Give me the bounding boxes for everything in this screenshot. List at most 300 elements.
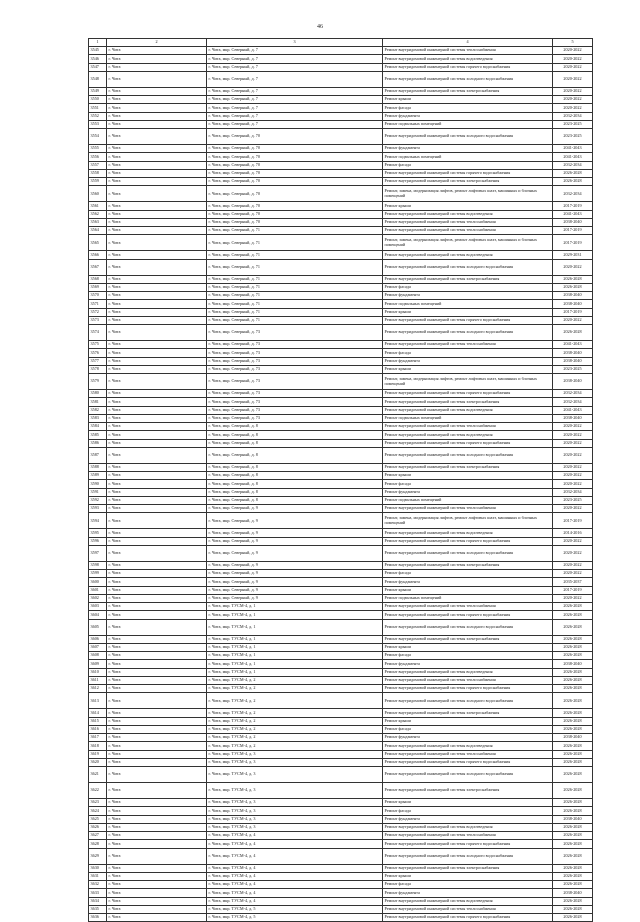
table-row [89, 594, 593, 602]
period-cell: 2026-2028 [553, 178, 593, 186]
table-row [89, 832, 593, 840]
period-cell: 2026-2028 [553, 897, 593, 905]
table-row [89, 300, 593, 308]
period-cell: 2041-2043 [553, 145, 593, 153]
row-number-cell: 3620 [89, 758, 107, 766]
work-type-cell: Ремонт подвальных помещений [383, 300, 553, 308]
period-cell: 2020-2022 [553, 480, 593, 488]
table-row [89, 660, 593, 668]
work-type-cell: Ремонт, замена, модернизация лифтов, ремонт лифтовых шахт, машинных и блочных помещений [383, 235, 553, 251]
work-type-cell: Ремонт внутридомовой инженерной системы водоотведения [383, 897, 553, 905]
period-cell: 2020-2022 [553, 472, 593, 480]
row-number-cell: 3635 [89, 905, 107, 913]
address-cell: г. Чита, мкр. Северный, д. 8 [207, 439, 383, 447]
municipality-cell: г. Чита [107, 529, 207, 537]
row-number-cell: 3624 [89, 807, 107, 815]
period-cell: 2032-2034 [553, 161, 593, 169]
municipality-cell: г. Чита [107, 848, 207, 864]
work-type-cell: Ремонт фундамента [383, 488, 553, 496]
work-type-cell: Ремонт фасада [383, 104, 553, 112]
table-row [89, 586, 593, 594]
row-number-cell: 3565 [89, 235, 107, 251]
work-type-cell: Ремонт фундамента [383, 734, 553, 742]
address-cell: г. Чита, мкр. Северный, д. 73 [207, 341, 383, 349]
municipality-cell: г. Чита [107, 341, 207, 349]
table-row [89, 153, 593, 161]
address-cell: г. Чита, мкр. Северный, д. 71 [207, 251, 383, 259]
table-row [89, 881, 593, 889]
table-row [89, 87, 593, 95]
address-cell: г. Чита, мкр. Северный, д. 9 [207, 513, 383, 529]
work-type-cell: Ремонт подвальных помещений [383, 496, 553, 504]
work-type-cell: Ремонт внутридомовой инженерной системы теплоснабжения [383, 423, 553, 431]
work-type-cell: Ремонт внутридомовой инженерной системы холодного водоснабжения [383, 129, 553, 145]
row-number-cell: 3547 [89, 63, 107, 71]
municipality-cell: г. Чита [107, 488, 207, 496]
work-type-cell: Ремонт крыши [383, 799, 553, 807]
period-cell: 2017-2019 [553, 227, 593, 235]
table-row [89, 496, 593, 504]
table-row [89, 734, 593, 742]
row-number-cell: 3612 [89, 685, 107, 693]
table-row [89, 807, 593, 815]
work-type-cell: Ремонт внутридомовой инженерной системы электроснабжения [383, 463, 553, 471]
period-cell: 2032-2034 [553, 398, 593, 406]
table-row [89, 635, 593, 643]
address-cell: г. Чита, мкр. Северный, д. 9 [207, 505, 383, 513]
period-cell: 2038-2040 [553, 218, 593, 226]
work-type-cell: Ремонт внутридомовой инженерной системы электроснабжения [383, 275, 553, 283]
row-number-cell: 3570 [89, 292, 107, 300]
table-row [89, 283, 593, 291]
municipality-cell: г. Чита [107, 578, 207, 586]
address-cell: г. Чита, мкр. Северный, д. 73 [207, 390, 383, 398]
work-type-cell: Ремонт фасада [383, 652, 553, 660]
table-row [89, 251, 593, 259]
address-cell: г. Чита, мкр. ТУСМ-4, д. 3 [207, 783, 383, 799]
municipality-cell: г. Чита [107, 365, 207, 373]
municipality-cell: г. Чита [107, 406, 207, 414]
column-header-number: 1 [89, 39, 107, 47]
municipality-cell: г. Чита [107, 112, 207, 120]
work-type-cell: Ремонт внутридомовой инженерной системы горячего водоснабжения [383, 316, 553, 324]
table-row [89, 545, 593, 561]
row-number-cell: 3576 [89, 349, 107, 357]
table-row [89, 398, 593, 406]
work-type-cell: Ремонт внутридомовой инженерной системы водоотведения [383, 55, 553, 63]
period-cell: 2041-2043 [553, 341, 593, 349]
period-cell: 2026-2028 [553, 807, 593, 815]
table-row [89, 840, 593, 848]
address-cell: г. Чита, мкр. ТУСМ-4, д. 2 [207, 676, 383, 684]
table-row [89, 864, 593, 872]
table-header-row [89, 39, 593, 47]
municipality-cell: г. Чита [107, 513, 207, 529]
table-row [89, 431, 593, 439]
row-number-cell: 3606 [89, 635, 107, 643]
work-type-cell: Ремонт внутридомовой инженерной системы теплоснабжения [383, 603, 553, 611]
municipality-cell: г. Чита [107, 823, 207, 831]
period-cell: 2020-2022 [553, 423, 593, 431]
work-type-cell: Ремонт фундамента [383, 815, 553, 823]
address-cell: г. Чита, мкр. ТУСМ-4, д. 3 [207, 807, 383, 815]
table-row [89, 178, 593, 186]
period-cell: 2026-2028 [553, 881, 593, 889]
municipality-cell: г. Чита [107, 643, 207, 651]
work-type-cell: Ремонт внутридомовой инженерной системы горячего водоснабжения [383, 840, 553, 848]
table-row [89, 561, 593, 569]
table-row [89, 758, 593, 766]
row-number-cell: 3625 [89, 815, 107, 823]
row-number-cell: 3596 [89, 537, 107, 545]
municipality-cell: г. Чита [107, 390, 207, 398]
address-cell: г. Чита, мкр. Северный, д. 70 [207, 210, 383, 218]
row-number-cell: 3618 [89, 742, 107, 750]
row-number-cell: 3599 [89, 570, 107, 578]
row-number-cell: 3549 [89, 87, 107, 95]
period-cell: 2026-2028 [553, 693, 593, 709]
address-cell: г. Чита, мкр. Северный, д. 71 [207, 275, 383, 283]
municipality-cell: г. Чита [107, 349, 207, 357]
period-cell: 2038-2040 [553, 357, 593, 365]
work-type-cell: Ремонт внутридомовой инженерной системы горячего водоснабжения [383, 390, 553, 398]
address-cell: г. Чита, мкр. ТУСМ-4, д. 2 [207, 742, 383, 750]
period-cell: 2038-2040 [553, 889, 593, 897]
period-cell: 2020-2022 [553, 87, 593, 95]
address-cell: г. Чита, мкр. Северный, д. 8 [207, 423, 383, 431]
table-row [89, 390, 593, 398]
column-header-municipality: 2 [107, 39, 207, 47]
row-number-cell: 3633 [89, 889, 107, 897]
row-number-cell: 3586 [89, 439, 107, 447]
work-type-cell: Ремонт подвальных помещений [383, 153, 553, 161]
row-number-cell: 3614 [89, 709, 107, 717]
work-type-cell: Ремонт фасада [383, 161, 553, 169]
period-cell: 2023-2025 [553, 365, 593, 373]
work-type-cell: Ремонт фасада [383, 283, 553, 291]
row-number-cell: 3546 [89, 55, 107, 63]
municipality-cell: г. Чита [107, 186, 207, 202]
municipality-cell: г. Чита [107, 251, 207, 259]
municipality-cell: г. Чита [107, 652, 207, 660]
period-cell: 2020-2022 [553, 96, 593, 104]
table-row [89, 186, 593, 202]
table-row [89, 325, 593, 341]
table-row [89, 104, 593, 112]
municipality-cell: г. Чита [107, 300, 207, 308]
row-number-cell: 3555 [89, 145, 107, 153]
municipality-cell: г. Чита [107, 145, 207, 153]
period-cell: 2020-2022 [553, 561, 593, 569]
table-row [89, 897, 593, 905]
address-cell: г. Чита, мкр. Северный, д. 8 [207, 447, 383, 463]
work-type-cell: Ремонт внутридомовой инженерной системы теплоснабжения [383, 227, 553, 235]
work-type-cell: Ремонт крыши [383, 96, 553, 104]
period-cell: 2038-2040 [553, 660, 593, 668]
row-number-cell: 3568 [89, 275, 107, 283]
row-number-cell: 3595 [89, 529, 107, 537]
municipality-cell: г. Чита [107, 840, 207, 848]
work-type-cell: Ремонт фундамента [383, 889, 553, 897]
row-number-cell: 3585 [89, 431, 107, 439]
address-cell: г. Чита, мкр. ТУСМ-4, д. 1 [207, 668, 383, 676]
row-number-cell: 3560 [89, 186, 107, 202]
period-cell: 2026-2028 [553, 767, 593, 783]
period-cell: 2032-2034 [553, 390, 593, 398]
period-cell: 2026-2028 [553, 750, 593, 758]
municipality-cell: г. Чита [107, 660, 207, 668]
municipality-cell: г. Чита [107, 259, 207, 275]
row-number-cell: 3611 [89, 676, 107, 684]
work-type-cell: Ремонт внутридомовой инженерной системы электроснабжения [383, 709, 553, 717]
row-number-cell: 3572 [89, 308, 107, 316]
municipality-cell: г. Чита [107, 815, 207, 823]
address-cell: г. Чита, мкр. Северный, д. 9 [207, 537, 383, 545]
municipality-cell: г. Чита [107, 178, 207, 186]
row-number-cell: 3607 [89, 643, 107, 651]
row-number-cell: 3556 [89, 153, 107, 161]
work-type-cell: Ремонт крыши [383, 308, 553, 316]
table-row [89, 905, 593, 913]
address-cell: г. Чита, мкр. ТУСМ-4, д. 4 [207, 889, 383, 897]
municipality-cell: г. Чита [107, 218, 207, 226]
table-row [89, 799, 593, 807]
row-number-cell: 3622 [89, 783, 107, 799]
work-type-cell: Ремонт, замена, модернизация лифтов, ремонт лифтовых шахт, машинных и блочных помещений [383, 374, 553, 390]
address-cell: г. Чита, мкр. ТУСМ-4, д. 1 [207, 619, 383, 635]
municipality-cell: г. Чита [107, 693, 207, 709]
municipality-cell: г. Чита [107, 439, 207, 447]
table-row [89, 259, 593, 275]
period-cell: 2026-2028 [553, 619, 593, 635]
period-cell: 2041-2043 [553, 153, 593, 161]
address-cell: г. Чита, мкр. Северный, д. 7 [207, 96, 383, 104]
row-number-cell: 3632 [89, 881, 107, 889]
table-row [89, 365, 593, 373]
address-cell: г. Чита, мкр. ТУСМ-4, д. 3 [207, 823, 383, 831]
municipality-cell: г. Чита [107, 889, 207, 897]
work-type-cell: Ремонт внутридомовой инженерной системы водоотведения [383, 251, 553, 259]
work-type-cell: Ремонт внутридомовой инженерной системы холодного водоснабжения [383, 259, 553, 275]
address-cell: г. Чита, мкр. Северный, д. 70 [207, 202, 383, 210]
address-cell: г. Чита, мкр. Северный, д. 7 [207, 63, 383, 71]
work-type-cell: Ремонт фасада [383, 807, 553, 815]
municipality-cell: г. Чита [107, 423, 207, 431]
address-cell: г. Чита, мкр. ТУСМ-4, д. 1 [207, 652, 383, 660]
row-number-cell: 3610 [89, 668, 107, 676]
municipality-cell: г. Чита [107, 161, 207, 169]
work-type-cell: Ремонт внутридомовой инженерной системы водоотведения [383, 431, 553, 439]
table-row [89, 292, 593, 300]
address-cell: г. Чита, мкр. Северный, д. 73 [207, 374, 383, 390]
table-row [89, 423, 593, 431]
period-cell: 2020-2022 [553, 104, 593, 112]
row-number-cell: 3561 [89, 202, 107, 210]
period-cell: 2020-2022 [553, 47, 593, 55]
row-number-cell: 3593 [89, 505, 107, 513]
work-type-cell: Ремонт внутридомовой инженерной системы горячего водоснабжения [383, 914, 553, 922]
work-type-cell: Ремонт внутридомовой инженерной системы водоотведения [383, 742, 553, 750]
work-type-cell: Ремонт фасада [383, 349, 553, 357]
table-row [89, 693, 593, 709]
work-type-cell: Ремонт фасада [383, 725, 553, 733]
municipality-cell: г. Чита [107, 603, 207, 611]
table-row [89, 652, 593, 660]
period-cell: 2023-2025 [553, 129, 593, 145]
period-cell: 2038-2040 [553, 300, 593, 308]
row-number-cell: 3617 [89, 734, 107, 742]
address-cell: г. Чита, мкр. ТУСМ-4, д. 1 [207, 603, 383, 611]
period-cell: 2038-2040 [553, 349, 593, 357]
period-cell: 2026-2028 [553, 325, 593, 341]
row-number-cell: 3623 [89, 799, 107, 807]
work-type-cell: Ремонт фундамента [383, 357, 553, 365]
work-type-cell: Ремонт внутридомовой инженерной системы электроснабжения [383, 178, 553, 186]
work-type-cell: Ремонт внутридомовой инженерной системы холодного водоснабжения [383, 325, 553, 341]
address-cell: г. Чита, мкр. ТУСМ-4, д. 2 [207, 693, 383, 709]
row-number-cell: 3578 [89, 365, 107, 373]
period-cell: 2026-2028 [553, 823, 593, 831]
work-type-cell: Ремонт фундамента [383, 578, 553, 586]
table-row [89, 480, 593, 488]
table-row [89, 611, 593, 619]
table-row [89, 120, 593, 128]
table-row [89, 112, 593, 120]
period-cell: 2017-2019 [553, 202, 593, 210]
address-cell: г. Чита, мкр. Северный, д. 9 [207, 578, 383, 586]
table-row [89, 439, 593, 447]
work-type-cell: Ремонт внутридомовой инженерной системы водоотведения [383, 210, 553, 218]
municipality-cell: г. Чита [107, 872, 207, 880]
municipality-cell: г. Чита [107, 594, 207, 602]
work-type-cell: Ремонт подвальных помещений [383, 120, 553, 128]
work-type-cell: Ремонт крыши [383, 717, 553, 725]
row-number-cell: 3574 [89, 325, 107, 341]
work-type-cell: Ремонт внутридомовой инженерной системы электроснабжения [383, 635, 553, 643]
row-number-cell: 3550 [89, 96, 107, 104]
address-cell: г. Чита, мкр. Северный, д. 70 [207, 169, 383, 177]
row-number-cell: 3581 [89, 398, 107, 406]
address-cell: г. Чита, мкр. Северный, д. 71 [207, 308, 383, 316]
municipality-cell: г. Чита [107, 129, 207, 145]
address-cell: г. Чита, мкр. Северный, д. 9 [207, 561, 383, 569]
address-cell: г. Чита, мкр. ТУСМ-4, д. 4 [207, 840, 383, 848]
column-header-period: 5 [553, 39, 593, 47]
municipality-cell: г. Чита [107, 447, 207, 463]
period-cell: 2026-2028 [553, 283, 593, 291]
work-type-cell: Ремонт внутридомовой инженерной системы электроснабжения [383, 87, 553, 95]
table-row [89, 815, 593, 823]
period-cell: 2026-2028 [553, 864, 593, 872]
address-cell: г. Чита, мкр. ТУСМ-4, д. 4 [207, 897, 383, 905]
work-type-cell: Ремонт внутридомовой инженерной системы холодного водоснабжения [383, 693, 553, 709]
municipality-cell: г. Чита [107, 227, 207, 235]
row-number-cell: 3609 [89, 660, 107, 668]
table-row [89, 685, 593, 693]
table-row [89, 643, 593, 651]
work-type-cell: Ремонт внутридомовой инженерной системы горячего водоснабжения [383, 169, 553, 177]
period-cell: 2029-2031 [553, 251, 593, 259]
municipality-cell: г. Чита [107, 832, 207, 840]
address-cell: г. Чита, мкр. Северный, д. 73 [207, 357, 383, 365]
period-cell: 2026-2028 [553, 685, 593, 693]
work-type-cell: Ремонт внутридомовой инженерной системы горячего водоснабжения [383, 611, 553, 619]
municipality-cell: г. Чита [107, 120, 207, 128]
work-type-cell: Ремонт внутридомовой инженерной системы горячего водоснабжения [383, 63, 553, 71]
row-number-cell: 3591 [89, 488, 107, 496]
address-cell: г. Чита, мкр. Северный, д. 73 [207, 365, 383, 373]
address-cell: г. Чита, мкр. Северный, д. 73 [207, 398, 383, 406]
period-cell: 2023-2025 [553, 496, 593, 504]
period-cell: 2017-2019 [553, 586, 593, 594]
work-type-cell: Ремонт внутридомовой инженерной системы теплоснабжения [383, 505, 553, 513]
table-row [89, 750, 593, 758]
municipality-cell: г. Чита [107, 799, 207, 807]
row-number-cell: 3552 [89, 112, 107, 120]
municipality-cell: г. Чита [107, 325, 207, 341]
period-cell: 2026-2028 [553, 799, 593, 807]
table-row [89, 725, 593, 733]
table-row [89, 308, 593, 316]
period-cell: 2038-2040 [553, 815, 593, 823]
municipality-cell: г. Чита [107, 676, 207, 684]
work-type-cell: Ремонт внутридомовой инженерной системы холодного водоснабжения [383, 71, 553, 87]
municipality-cell: г. Чита [107, 611, 207, 619]
period-cell: 2026-2028 [553, 914, 593, 922]
table-row [89, 406, 593, 414]
work-type-cell: Ремонт внутридомовой инженерной системы теплоснабжения [383, 47, 553, 55]
period-cell: 2026-2028 [553, 603, 593, 611]
municipality-cell: г. Чита [107, 807, 207, 815]
table-row [89, 537, 593, 545]
work-type-cell: Ремонт подвальных помещений [383, 414, 553, 422]
period-cell: 2017-2019 [553, 513, 593, 529]
period-cell: 2020-2022 [553, 594, 593, 602]
table-row [89, 227, 593, 235]
row-number-cell: 3629 [89, 848, 107, 864]
address-cell: г. Чита, мкр. Северный, д. 7 [207, 47, 383, 55]
table-row [89, 914, 593, 922]
municipality-cell: г. Чита [107, 734, 207, 742]
row-number-cell: 3615 [89, 717, 107, 725]
row-number-cell: 3600 [89, 578, 107, 586]
address-cell: г. Чита, мкр. ТУСМ-4, д. 3 [207, 799, 383, 807]
municipality-cell: г. Чита [107, 619, 207, 635]
table-row [89, 349, 593, 357]
row-number-cell: 3571 [89, 300, 107, 308]
municipality-cell: г. Чита [107, 742, 207, 750]
period-cell: 2020-2022 [553, 439, 593, 447]
work-type-cell: Ремонт внутридомовой инженерной системы электроснабжения [383, 561, 553, 569]
row-number-cell: 3601 [89, 586, 107, 594]
address-cell: г. Чита, мкр. Северный, д. 9 [207, 529, 383, 537]
period-cell: 2026-2028 [553, 169, 593, 177]
municipality-cell: г. Чита [107, 235, 207, 251]
row-number-cell: 3545 [89, 47, 107, 55]
work-type-cell: Ремонт фасада [383, 570, 553, 578]
row-number-cell: 3559 [89, 178, 107, 186]
municipality-cell: г. Чита [107, 104, 207, 112]
table-row [89, 374, 593, 390]
table-row [89, 823, 593, 831]
address-cell: г. Чита, мкр. Северный, д. 8 [207, 480, 383, 488]
work-type-cell: Ремонт внутридомовой инженерной системы теплоснабжения [383, 750, 553, 758]
row-number-cell: 3616 [89, 725, 107, 733]
row-number-cell: 3619 [89, 750, 107, 758]
period-cell: 2026-2028 [553, 742, 593, 750]
period-cell: 2020-2022 [553, 537, 593, 545]
municipality-cell: г. Чита [107, 783, 207, 799]
